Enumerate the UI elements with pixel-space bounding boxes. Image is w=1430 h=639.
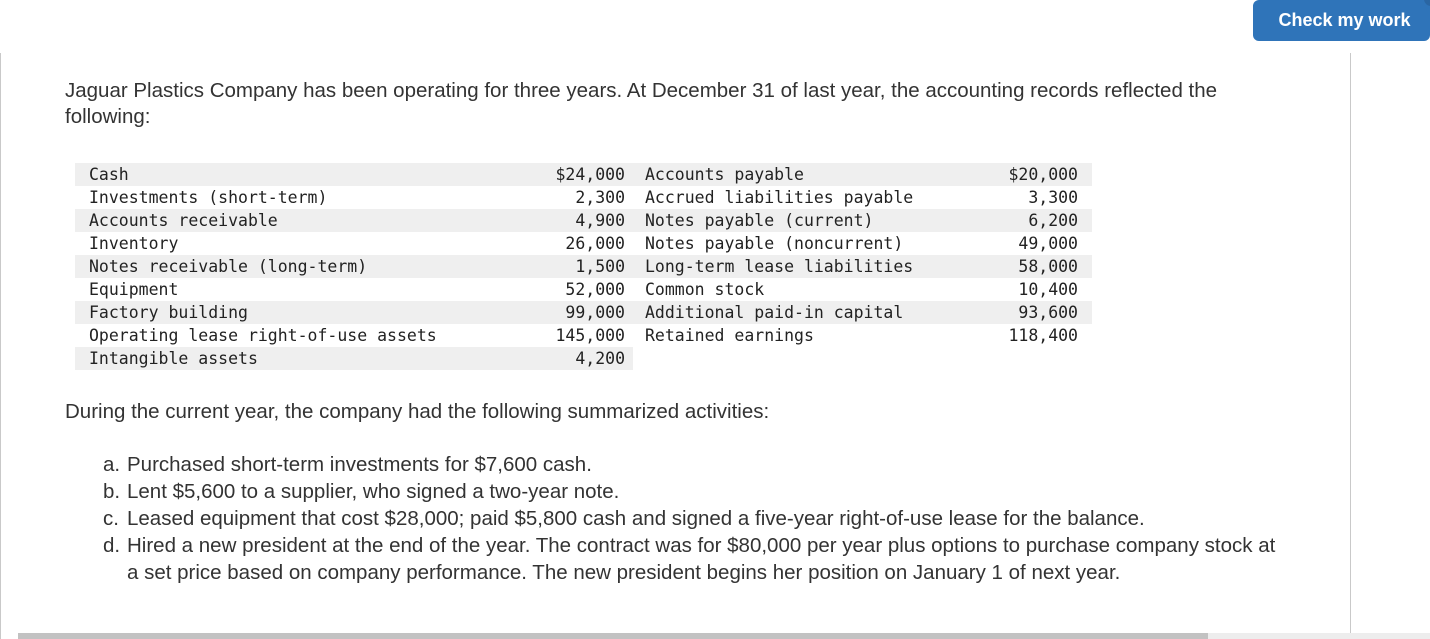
right-account-name: Common stock (645, 280, 765, 299)
right-account-name: Notes payable (noncurrent) (645, 234, 904, 253)
account-balances-table (75, 163, 1092, 370)
table-row (75, 209, 1092, 232)
table-row (75, 347, 1092, 370)
left-account-name: Investments (short-term) (89, 188, 328, 207)
item-letter: b. (103, 480, 121, 503)
left-account-amount: 99,000 (537, 301, 633, 324)
summary-text: During the current year, the company had the following summarized activities: (65, 400, 770, 423)
table-row (75, 232, 1092, 255)
left-account-name: Inventory (89, 234, 179, 253)
table-row (75, 255, 1092, 278)
left-account-amount: 145,000 (555, 326, 625, 345)
right-account-amount: 58,000 (998, 255, 1092, 278)
left-account-amount: 26,000 (565, 234, 625, 253)
item-text: Hired a new president at the end of the year. The contract was for $80,000 per year plus options to purchase company stock at a set price based on company performance. The new president begins her position on January 1 of next year. (127, 534, 1276, 584)
list-item (103, 451, 1288, 478)
right-account-name: Retained earnings (645, 326, 814, 345)
left-account-name: Operating lease right-of-use assets (89, 326, 437, 345)
left-account-name: Intangible assets (75, 347, 537, 370)
left-account-amount: 1,500 (537, 255, 633, 278)
right-account-name: Accrued liabilities payable (645, 188, 914, 207)
table-row (75, 301, 1092, 324)
right-account-amount: 10,400 (1018, 280, 1078, 299)
item-letter: c. (103, 507, 119, 530)
right-account-name: Additional paid-in capital (633, 301, 998, 324)
left-account-name: Accounts receivable (75, 209, 537, 232)
right-account-amount: 3,300 (1028, 188, 1078, 207)
corner-badge (1424, 0, 1430, 6)
list-item (103, 532, 1288, 586)
table-row (75, 278, 1092, 301)
check-my-work-button[interactable] (1253, 0, 1430, 41)
horizontal-scrollbar-thumb[interactable] (18, 633, 1208, 639)
list-item (103, 505, 1288, 532)
list-item (103, 478, 1288, 505)
left-account-amount: $24,000 (537, 163, 633, 186)
item-text: Purchased short-term investments for $7,600 cash. (127, 453, 592, 476)
problem-content (0, 53, 1351, 639)
left-account-amount: 4,200 (537, 347, 633, 370)
left-account-name: Notes receivable (long-term) (75, 255, 537, 278)
item-letter: d. (103, 534, 121, 557)
left-account-amount: 52,000 (565, 280, 625, 299)
check-my-work-label: Check my work (1278, 10, 1411, 30)
left-account-name: Equipment (89, 280, 179, 299)
item-text: Lent $5,600 to a supplier, who signed a two-year note. (127, 480, 620, 503)
table-row (75, 186, 1092, 209)
left-account-amount: 4,900 (537, 209, 633, 232)
table-row (75, 163, 1092, 186)
right-account-amount: 93,600 (998, 301, 1092, 324)
right-account-amount: 49,000 (1018, 234, 1078, 253)
item-text: Leased equipment that cost $28,000; paid $5,800 cash and signed a five-year right-of-use lease for the balance. (127, 507, 1145, 530)
right-account-amount (998, 347, 1092, 370)
intro-text: Jaguar Plastics Company has been operating for three years. At December 31 of last year, the accounting records reflected the following: (65, 79, 1218, 128)
item-letter: a. (103, 453, 121, 476)
right-account-amount: 6,200 (998, 209, 1092, 232)
table-row (75, 324, 1092, 347)
left-account-name: Cash (75, 163, 537, 186)
right-account-amount: 118,400 (1008, 326, 1078, 345)
right-account-name (633, 347, 998, 370)
right-account-name: Long-term lease liabilities (633, 255, 998, 278)
right-account-name: Accounts payable (633, 163, 998, 186)
right-account-amount: $20,000 (998, 163, 1092, 186)
left-account-name: Factory building (75, 301, 537, 324)
activities-list (103, 451, 1288, 586)
left-account-amount: 2,300 (575, 188, 625, 207)
right-account-name: Notes payable (current) (633, 209, 998, 232)
